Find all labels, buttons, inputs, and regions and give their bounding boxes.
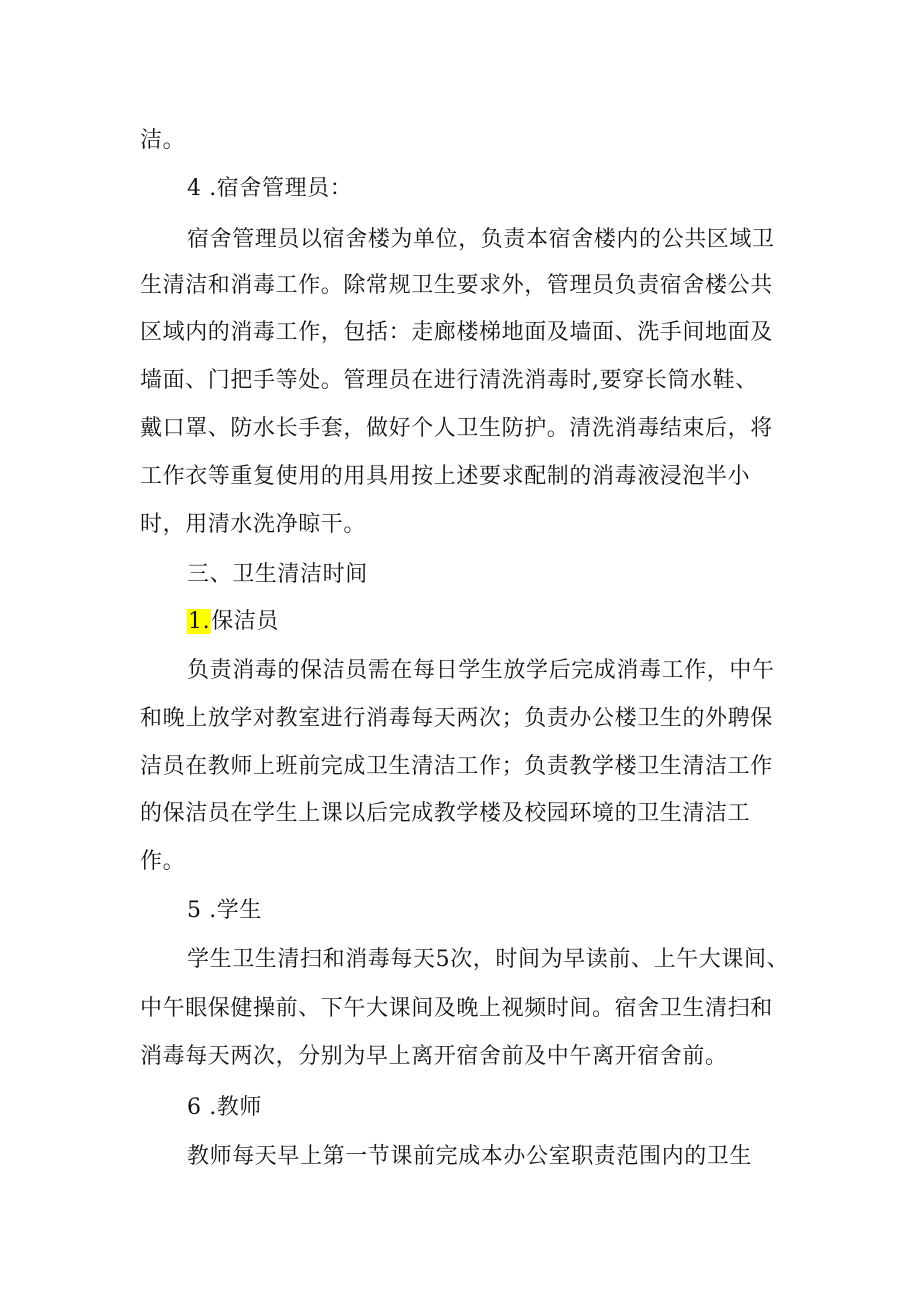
paragraph-line: 消毒每天两次，分别为早上离开宿舍前及中午离开宿舍前。 (140, 1044, 728, 1069)
paragraph-line: 墙面、门把手等处。管理员在进行清洗消毒时,要穿长筒水鞋、 (140, 368, 758, 393)
paragraph-line: 戴口罩、防水长手套，做好个人卫生防护。清洗消毒结束后，将 (140, 416, 773, 441)
section-heading: 三、卫生清洁时间 (187, 562, 368, 587)
section-heading: 4 .宿舍管理员： (187, 176, 353, 201)
subsection-title: 保洁员 (211, 609, 280, 634)
paragraph-line: 负责消毒的保洁员需在每日学生放学后完成消毒工作，中午 (187, 658, 775, 683)
paragraph-line: 时，用清水洗净晾干。 (140, 512, 367, 537)
paragraph-line: 和晚上放学对教室进行消毒每天两次；负责办公楼卫生的外聘保 (140, 706, 773, 731)
paragraph-line: 宿舍管理员以宿舍楼为单位，负责本宿舍楼内的公共区域卫 (187, 227, 775, 252)
section-heading: 6 .教师 (187, 1095, 262, 1120)
paragraph-line: 学生卫生清扫和消毒每天5次，时间为早读前、上午大课间、 (187, 947, 790, 972)
paragraph-line: 区域内的消毒工作，包括：走廊楼梯地面及墙面、洗手间地面及 (140, 320, 773, 345)
paragraph-line: 洁。 (140, 128, 186, 153)
paragraph-line: 生清洁和消毒工作。除常规卫生要求外，管理员负责宿舍楼公共 (140, 273, 773, 298)
paragraph-line: 教师每天早上第一节课前完成本办公室职责范围内的卫生 (187, 1144, 753, 1169)
paragraph-line: 的保洁员在学生上课以后完成教学楼及校园环境的卫生清洁工 (140, 801, 751, 826)
paragraph-line: 中午眼保健操前、下午大课间及晚上视频时间。宿舍卫生清扫和 (140, 996, 773, 1021)
subsection-heading (187, 607, 279, 637)
paragraph-line: 作。 (140, 849, 186, 874)
highlighted-number: 1. (188, 609, 211, 634)
section-heading: 5 .学生 (187, 898, 262, 923)
paragraph-line: 洁员在教师上班前完成卫生清洁工作；负责教学楼卫生清洁工作 (140, 754, 773, 779)
paragraph-line: 工作衣等重复使用的用具用按上述要求配制的消毒液浸泡半小 (140, 464, 751, 489)
